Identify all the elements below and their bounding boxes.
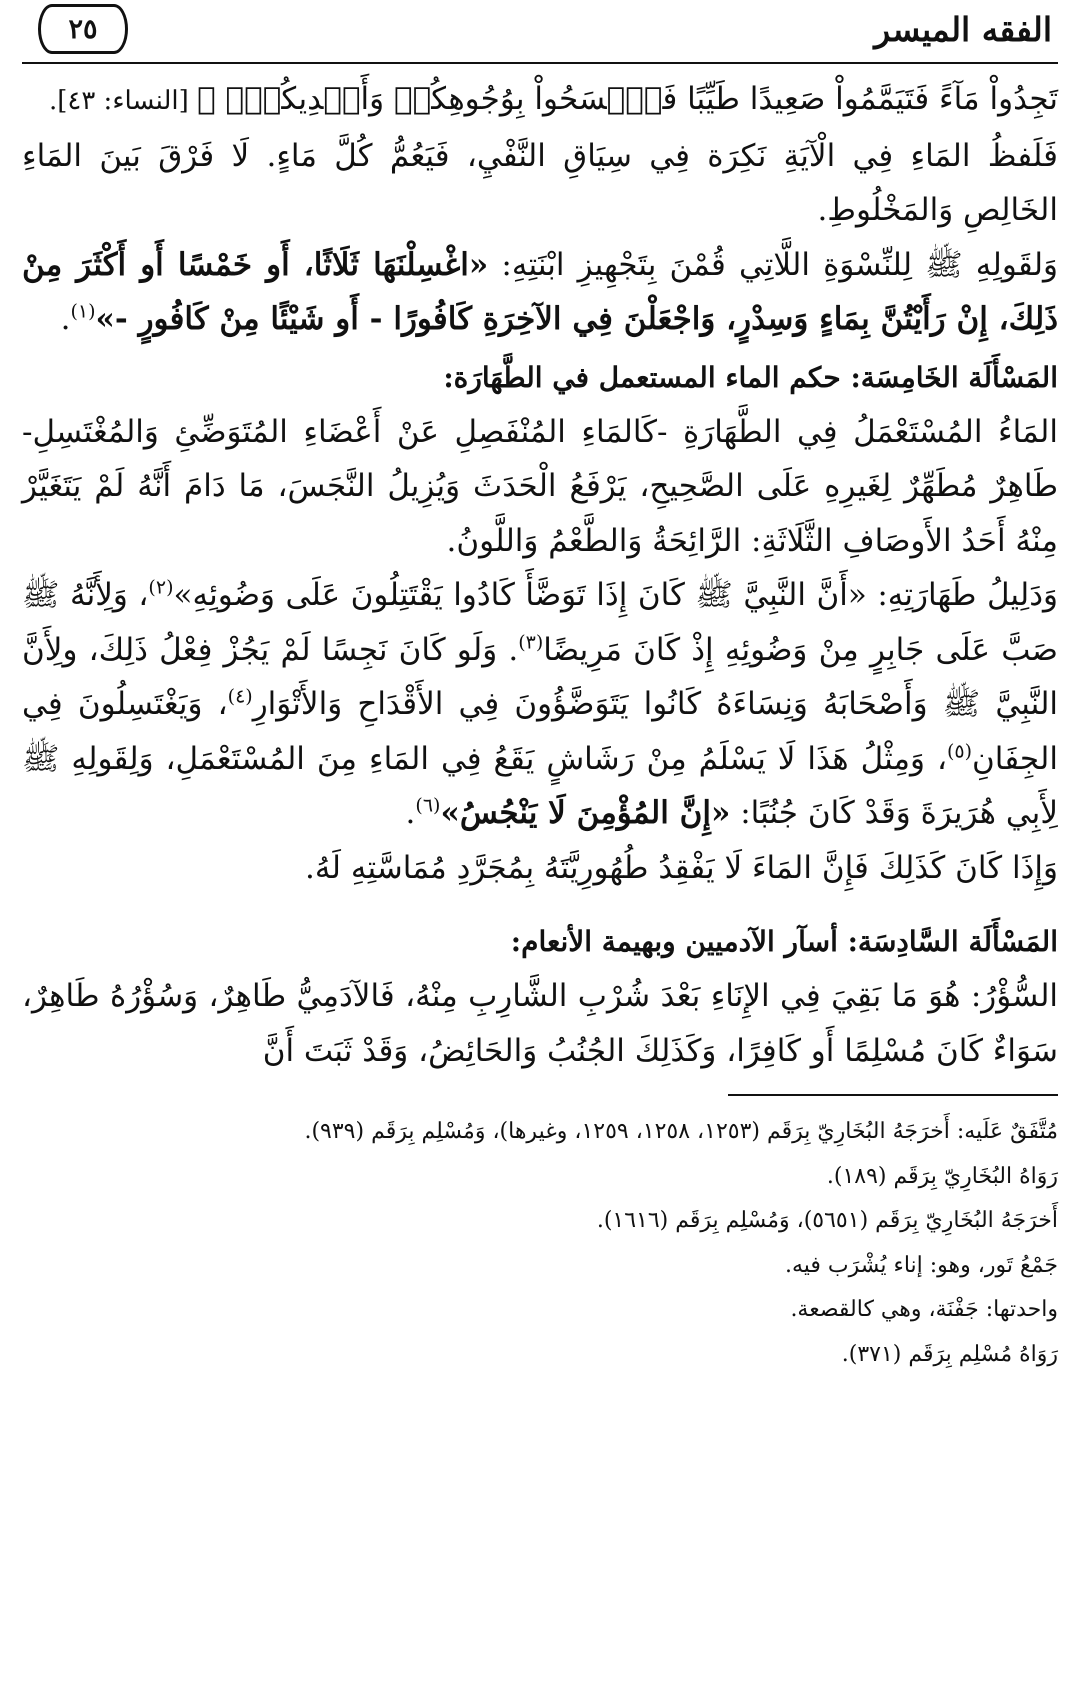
footnote-text: مُتَّفَقٌ عَلَيه: أَخرَجَهُ البُخَارِيّ بِرَقَم (١٢٥٣، ١٢٥٨، ١٢٥٩، وغيرها)، وَمُسْلِم بِرَقَم (٩٣٩). [304,1119,1058,1144]
evidence-text: وَدَلِيلُ طَهَارَتِهِ: «أَنَّ النَّبِيَّ ﷺ كَانَ إِذَا تَوَضَّأَ كَادُوا يَقْتَتِلُونَ عَلَى وَضُوئِهِ» [173,577,1058,613]
footnote-item [22,1288,1058,1333]
hadith-quote: «اغْسِلْنَهَا ثَلَاثًا، أَو خَمْسًا أَو أَكْثَرَ مِنْ ذَلِكَ، إِنْ رَأَيْتُنَّ بِمَاءٍ وَسِدْرٍ، وَاجْعَلْنَ فِي الآخِرَةِ كَافُورًا - أَو شَيْئًا مِنْ كَافُورٍ -» [22,246,1058,337]
book-title: الفقه الميسر [874,10,1052,49]
page-header [22,0,1058,62]
paragraph-conclusion: وَإِذَا كَانَ كَذَلِكَ فَإِنَّ المَاءَ لَا يَفْقِدُ طُهُورِيَّتَهُ بِمُجَرَّدِ مُمَاسَّتِهِ لَهُ. [305,849,1058,886]
evidence-text: ، وَيَغْتَسِلُونَ فِي الجِفَانِ [22,686,1058,777]
footnote-marker: (٣) [518,631,544,654]
section-heading-5: المَسْأَلَة الخَامِسَة: حكم الماء المستعمل في الطَّهَارَة: [443,360,1058,394]
quran-verse-line [22,72,1058,129]
footnote-item [22,1244,1058,1289]
paragraph-water-word: فَلَفظُ المَاءِ فِي الْآيَةِ نَكِرَة فِي سِيَاقِ النَّفْيِ، فَيَعُمُّ كُلَّ مَاءٍ. لَا فَرْقَ بَينَ المَاءِ الخَالِصِ وَالمَخْلُوطِ. [22,137,1058,228]
footnote-marker: (٢) [148,576,174,599]
verse-text: تَجِدُواْ مَآءً فَتَيَمَّمُواْ صَعِيدًا طَيِّبًا فَٱمۡسَحُواْ بِوُجُوهِكُمۡ وَأَيۡدِيكُمۡۚ ﴾ [197,81,1058,117]
evidence-text: ، وَمِثْلُ هَذَا لَا يَسْلَمُ مِنْ رَشَاشٍ يَقَعُ فِي المَاءِ مِنَ المُسْتَعْمَلِ، وَلِقَولِهِ ﷺ لِأَبِي هُرَيرَةَ وَقَدْ كَانَ جُنُبًا: [22,740,1058,831]
paragraph-end: . [60,301,71,337]
page-body [22,62,1058,1377]
footnote-text: جَمْعُ تَور، وهو: إناء يُشْرَب فيه. [784,1252,1058,1278]
footnote-item [22,1333,1058,1378]
footnote-marker: (٤) [227,685,253,708]
section-heading-6: المَسْأَلَة السَّادِسَة: أسآر الآدميين وبهيمة الأنعام: [510,925,1058,958]
paragraph-end: . [405,795,416,831]
paragraph-used-water: المَاءُ المُسْتَعْمَلُ فِي الطَّهَارَةِ -كَالمَاءِ المُنْفَصِلِ عَنْ أَعْضَاءِ المُتَوَضِّئِ وَالمُغْتَسِلِ- طَاهِرٌ مُطَهِّرٌ لِغَيرِهِ عَلَى الصَّحِيحِ، يَرْفَعُ الْحَدَثَ وَيُزِيلُ النَّجَسَ، مَا دَامَ أَنَّهُ لَمْ يَتَغَيَّرْ مِنْهُ أَحَدُ الأَوصَافِ الثَّلَاثَةِ: الرَّائِحَةُ وَالطَّعْمُ وَاللَّونُ. [22,413,1058,559]
footnote-item [22,1110,1058,1155]
footnotes-list [22,1110,1058,1377]
paragraph-purity-evidence [22,568,1058,841]
paragraph-hadith-washing [22,238,1058,347]
evidence-text: ، وَلِأَنَّهُ ﷺ صَبَّ عَلَى جَابِرٍ مِنْ وَضُوئِهِ إِذْ كَانَ مَرِيضًا [22,577,1058,668]
footnote-item [22,1199,1058,1244]
footnote-item [22,1155,1058,1200]
footnote-text: رَوَاهُ مُسْلِم بِرَقَم (٣٧١). [841,1341,1058,1367]
spacer [22,895,1058,911]
footnote-text: أَخرَجَهُ البُخَارِيّ بِرَقَم (٥٦٥١)، وَمُسْلِم بِرَقَم (١٦١٦). [596,1208,1058,1233]
footnote-marker: (٦) [415,794,441,817]
footnote-divider [728,1094,1058,1096]
footnote-marker: (٥) [946,740,973,763]
page-number: ٢٥ [38,4,128,54]
verse-reference: [النساء: ٤٣]. [48,86,198,116]
header-rule [22,62,1058,64]
paragraph-leftovers: السُّؤْرُ: هُوَ مَا بَقِيَ فِي الإِنَاءِ بَعْدَ شُرْبِ الشَّارِبِ مِنْهُ، فَالآدَمِيُّ طَاهِرٌ، وَسُؤْرُهُ طَاهِرٌ، سَوَاءٌ كَانَ مُسْلِمًا أَو كَافِرًا، وَكَذَلِكَ الجُنُبُ وَالحَائِضُ، وَقَدْ ثَبَتَ أَنَّ [22,978,1058,1069]
evidence-text: . وَلَو كَانَ نَجِسًا لَمْ يَجُزْ فِعْلُ ذَلِكَ، ولِأَنَّ النَّبِيَّ ﷺ وَأَصْحَابَهُ وَنِسَاءَهُ كَانُوا يَتَوَضَّؤُونَ فِي الأَقْدَاحِ وَالأَتْوَارِ [22,631,1058,722]
hadith-intro: وَلقَولِهِ ﷺ لِلنِّسْوَةِ اللَّاتِي قُمْنَ بِتَجْهِيزِ ابْنَتِهِ: [488,246,1058,283]
footnote-text: رَوَاهُ البُخَارِيّ بِرَقَم (١٨٩). [826,1163,1058,1189]
footnote-marker: (١) [70,300,96,323]
hadith-quote: «إِنَّ المُؤْمِنَ لَا يَنْجُسُ» [440,795,731,831]
footnote-text: واحدتها: جَفْنَة، وهي كالقصعة. [790,1297,1058,1322]
